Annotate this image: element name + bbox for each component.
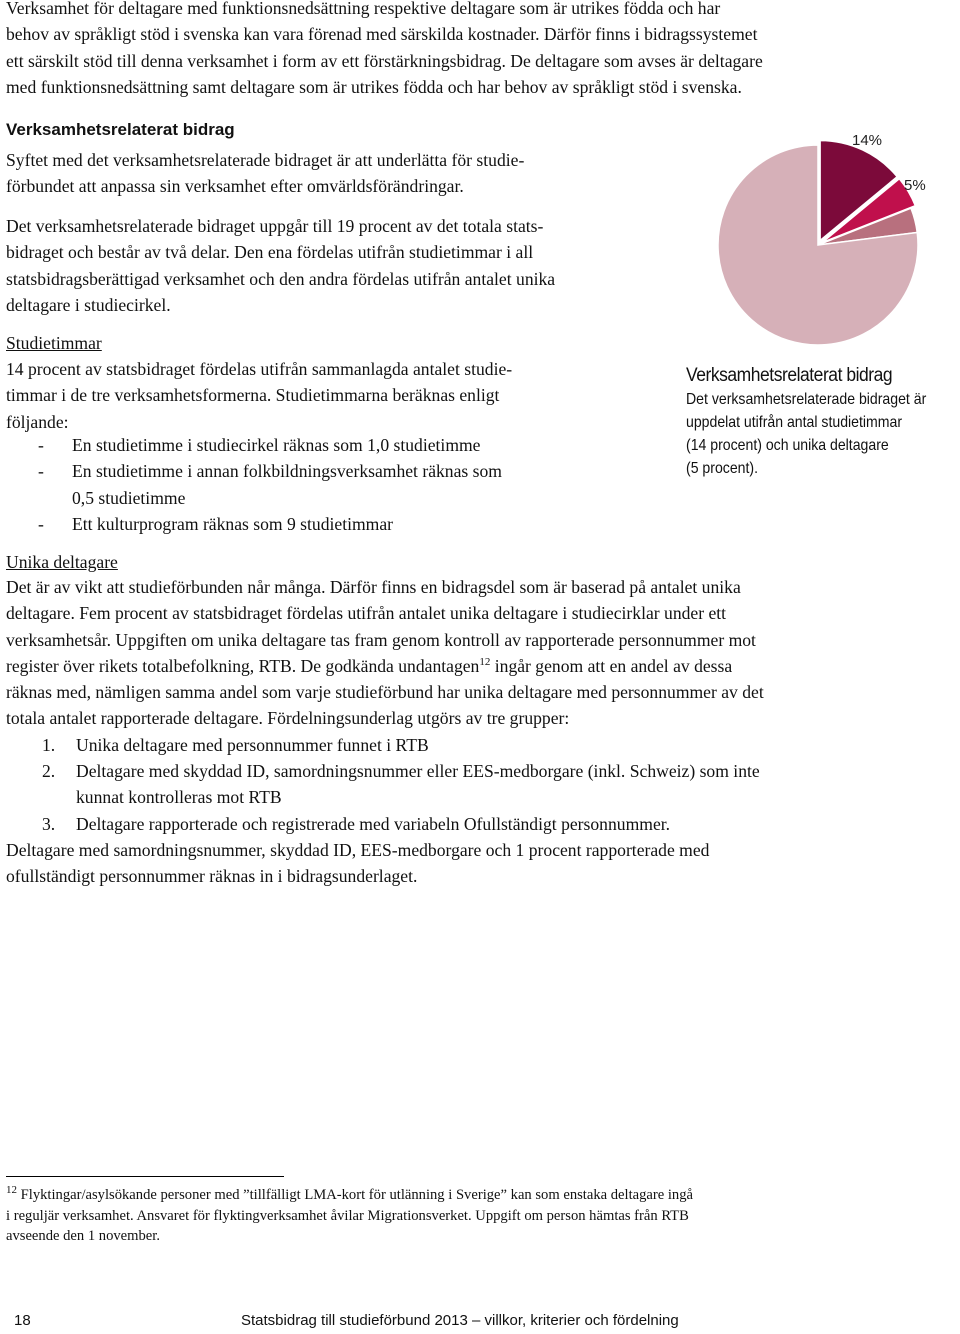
text-line: statsbidragsberättigad verksamhet och den andra fördelas utifrån antalet unika	[6, 268, 556, 289]
list-item	[6, 458, 686, 511]
chart-caption	[686, 364, 960, 480]
footnote	[6, 1185, 956, 1247]
text-line: i reguljär verksamhet. Ansvaret för flyktingverksamhet åvilar Migrationsverket. Uppgift om person hämtas från RTB	[6, 1207, 689, 1224]
text-line: Syftet med det verksamhetsrelaterade bidraget är att underlätta för studie-	[6, 150, 525, 170]
text-line: kunnat kontrolleras mot RTB	[76, 787, 282, 808]
text-line: Det är av vikt att studieförbunden når många. Därför finns en bidragsdel som är baserad på antalet unika	[6, 577, 741, 597]
unika-paragraph	[6, 574, 956, 890]
list-item	[6, 432, 686, 458]
intro-line: ett särskilt stöd till denna verksamhet i form av ett förstärkningsbidrag. De deltagare som avses är deltagare	[6, 50, 763, 71]
footnote-ref[interactable]: 12	[479, 656, 491, 669]
text-line: Deltagare rapporterade och registrerade med variabeln Ofullständigt personnummer.	[76, 813, 671, 834]
intro-line: med funktionsnedsättning samt deltagare som är utrikes födda och har behov av språkligt stöd i svenska.	[6, 76, 742, 97]
text-line: En studietimme i annan folkbildningsverksamhet räknas som	[72, 461, 502, 482]
pie-slice-label: 14%	[852, 132, 883, 149]
list-marker: 1.	[42, 734, 56, 755]
caption-title: Verksamhetsrelaterat bidrag	[686, 365, 893, 386]
text-line: Deltagare med skyddad ID, samordningsnummer eller EES-medborgare (inkl. Schweiz) som inte	[76, 761, 760, 782]
list-marker: -	[38, 513, 44, 534]
list-marker: 3.	[42, 813, 56, 834]
text-line: Det verksamhetsrelaterade bidraget uppgår till 19 procent av det totala stats-	[6, 216, 544, 236]
text-line: 14 procent av statsbidraget fördelas utifrån sammanlagda antalet studie-	[6, 359, 513, 379]
text-line: verksamhetsår. Uppgiften om unika deltagare tas fram genom kontroll av rapporterade personnummer mot	[6, 629, 756, 650]
text-line: deltagare i studiecirkel.	[6, 294, 171, 315]
text-line: Ett kulturprogram räknas som 9 studietimmar	[72, 513, 394, 534]
text-span: ingår genom att en andel av dessa	[490, 655, 733, 676]
list-item	[6, 811, 956, 837]
caption-line: (14 procent) och unika deltagare	[686, 437, 889, 454]
list-item	[6, 511, 686, 537]
studietimmar-list	[6, 432, 686, 537]
vb-paragraph-1	[6, 147, 696, 200]
caption-line: (5 procent).	[686, 460, 758, 477]
footnote-rule	[6, 1176, 284, 1177]
footnote-number: 12	[6, 1184, 17, 1197]
text-line: timmar i de tre verksamhetsformerna. Studietimmarna beräknas enligt	[6, 385, 500, 406]
list-marker: 2.	[42, 761, 56, 782]
text-line	[6, 653, 956, 679]
footer-title: Statsbidrag till studieförbund 2013 – villkor, kriterier och fördelning	[241, 1312, 679, 1329]
section-heading-unika: Unika deltagare	[6, 552, 118, 572]
text-line: Deltagare med samordningsnummer, skyddad ID, EES-medborgare och 1 procent rapporterade med	[6, 839, 710, 860]
text-line	[6, 1185, 956, 1206]
intro-line: Verksamhet för deltagare med funktionsnedsättning respektive deltagare som är utrikes födda och har	[6, 0, 721, 18]
text-line: avseende den 1 november.	[6, 1228, 160, 1244]
intro-paragraph	[6, 0, 956, 100]
section-heading-vb: Verksamhetsrelaterat bidrag	[6, 120, 235, 139]
text-line: bidraget och består av två delar. Den ena fördelas utifrån studietimmar i all	[6, 242, 534, 263]
text-line: räknas med, nämligen samma andel som varje studieförbund har unika deltagare med personnummer av det	[6, 682, 764, 703]
text-line: En studietimme i studiecirkel räknas som 1,0 studietimme	[72, 435, 481, 455]
text-line: följande:	[6, 411, 69, 432]
caption-line: Det verksamhetsrelaterade bidraget är	[686, 391, 927, 408]
pie-slice-label: 5%	[904, 177, 926, 194]
list-marker: -	[38, 461, 44, 482]
text-line: ofullständigt personnummer räknas in i bidragsunderlaget.	[6, 866, 418, 887]
text-line: 0,5 studietimme	[72, 487, 186, 508]
pie-chart	[700, 115, 940, 355]
list-item	[6, 758, 956, 811]
text-span: Flyktingar/asylsökande personer med ”tillfälligt LMA-kort för utlänning i Sverige” kan som enstaka deltagare ingå	[17, 1187, 693, 1203]
text-line: deltagare. Fem procent av statsbidraget fördelas utifrån antalet unika deltagare i studiecirklar under ett	[6, 603, 727, 624]
text-line: totala antalet rapporterade deltagare. Fördelningsunderlag utgörs av tre grupper:	[6, 708, 570, 729]
caption-line: uppdelat utifrån antal studietimmar	[686, 414, 903, 431]
vb-paragraph-2	[6, 213, 696, 318]
section-heading-studietimmar: Studietimmar	[6, 333, 102, 353]
list-item	[6, 732, 956, 758]
intro-line: behov av språkligt stöd i svenska kan vara förenad med särskilda kostnader. Därför finns i bidragssystemet	[6, 24, 758, 45]
studietimmar-paragraph	[6, 356, 686, 435]
page-number: 18	[14, 1312, 31, 1329]
text-line: Unika deltagare med personnummer funnet i RTB	[76, 734, 429, 755]
list-marker: -	[38, 435, 44, 455]
text-span: register över rikets totalbefolkning, RTB. De godkända undantagen	[6, 655, 480, 676]
text-line: förbundet att anpassa sin verksamhet efter omvärldsförändringar.	[6, 176, 464, 197]
